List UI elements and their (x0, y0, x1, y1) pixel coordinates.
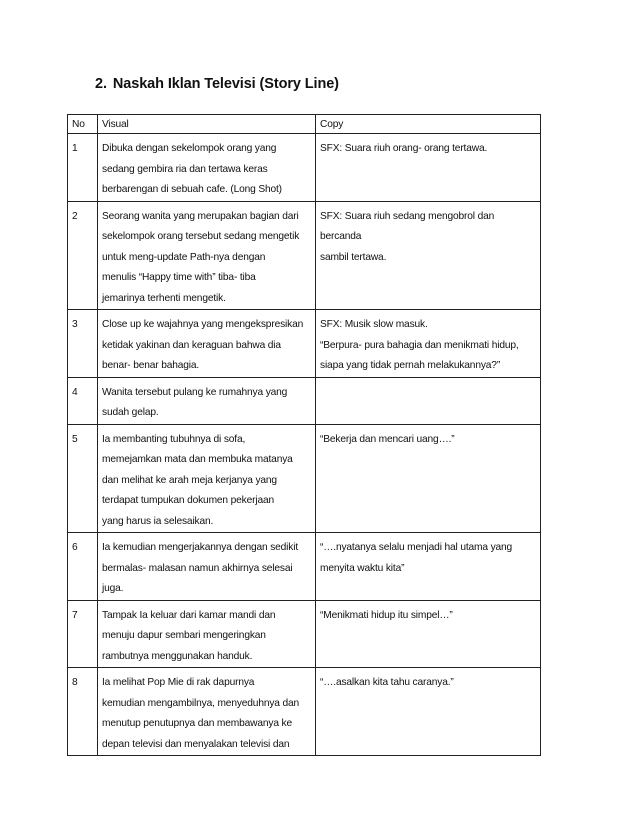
visual-cell (98, 424, 316, 533)
visual-cell (98, 533, 316, 601)
copy-text: “Bekerja dan mencari uang….” (320, 433, 455, 445)
copy-text: “….asalkan kita tahu caranya.” (320, 677, 454, 688)
table-row (68, 201, 541, 310)
copy-cell (316, 668, 541, 756)
copy-cell (316, 377, 541, 424)
visual-text: Ia melihat Pop Mie di rak dapurnya kemudian mengambilnya, menyeduhnya dan menutup penutupnya dan membawanya ke depan televisi dan menyalakan televisi dan (102, 677, 300, 750)
copy-text: SFX: Musik slow masuk. “Berpura- pura bahagia dan menikmati hidup, siapa yang tidak pernah melakukannya?” (320, 319, 519, 371)
copy-text: SFX: Suara riuh sedang mengobrol dan bercanda sambil tertawa. (320, 210, 495, 263)
row-number: 1 (68, 134, 98, 202)
copy-cell (316, 134, 541, 202)
table-row (68, 668, 541, 756)
table-row (68, 310, 541, 378)
section-heading (95, 76, 339, 92)
table-row (68, 424, 541, 533)
row-number: 7 (68, 600, 98, 668)
visual-text: Close up ke wajahnya yang mengekspresikan ketidak yakinan dan keraguan bahwa dia benar- benar bahagia. (102, 319, 304, 371)
table-row (68, 377, 541, 424)
visual-text: Tampak Ia keluar dari kamar mandi dan menuju dapur sembari mengeringkan rambutnya menggunakan handuk. (102, 609, 276, 662)
copy-cell (316, 600, 541, 668)
visual-text: Wanita tersebut pulang ke rumahnya yang sudah gelap. (102, 386, 288, 418)
storyline-table (67, 114, 541, 756)
table-row (68, 600, 541, 668)
copy-cell (316, 310, 541, 378)
row-number: 6 (68, 533, 98, 601)
header-visual: Visual (98, 115, 316, 134)
row-number: 2 (68, 201, 98, 310)
header-copy: Copy (316, 115, 541, 134)
table-row (68, 533, 541, 601)
visual-text: Dibuka dengan sekelompok orang yang sedang gembira ria dan tertawa keras berbarengan di sebuah cafe. (Long Shot) (102, 143, 282, 195)
copy-text: “….nyatanya selalu menjadi hal utama yang menyita waktu kita” (320, 542, 513, 574)
visual-cell (98, 310, 316, 378)
copy-cell (316, 533, 541, 601)
visual-cell (98, 377, 316, 424)
visual-cell (98, 134, 316, 202)
section-number: 2. (95, 76, 107, 92)
row-number: 3 (68, 310, 98, 378)
visual-text: Ia kemudian mengerjakannya dengan sedikit bermalas- malasan namun akhirnya selesai juga. (102, 542, 299, 594)
table-header-row (68, 115, 541, 134)
row-number: 4 (68, 377, 98, 424)
visual-text: Ia membanting tubuhnya di sofa, memejamkan mata dan membuka matanya dan melihat ke arah meja kerjanya yang terdapat tumpukan dokumen pekerjaan yang harus ia selesaikan. (102, 433, 293, 527)
visual-text: Seorang wanita yang merupakan bagian dari sekelompok orang tersebut sedang mengetik untuk meng-update Path-nya dengan menulis “Happy time with” tiba- tiba jemarinya terhenti mengetik. (102, 210, 300, 304)
row-number: 5 (68, 424, 98, 533)
copy-text: SFX: Suara riuh orang- orang tertawa. (320, 143, 488, 154)
copy-cell (316, 201, 541, 310)
visual-cell (98, 600, 316, 668)
section-title: Naskah Iklan Televisi (Story Line) (112, 76, 339, 92)
visual-cell (98, 201, 316, 310)
copy-cell (316, 424, 541, 533)
visual-cell (98, 668, 316, 756)
header-no: No (68, 115, 98, 134)
table-row (68, 134, 541, 202)
row-number: 8 (68, 668, 98, 756)
copy-text: “Menikmati hidup itu simpel…” (320, 609, 453, 621)
